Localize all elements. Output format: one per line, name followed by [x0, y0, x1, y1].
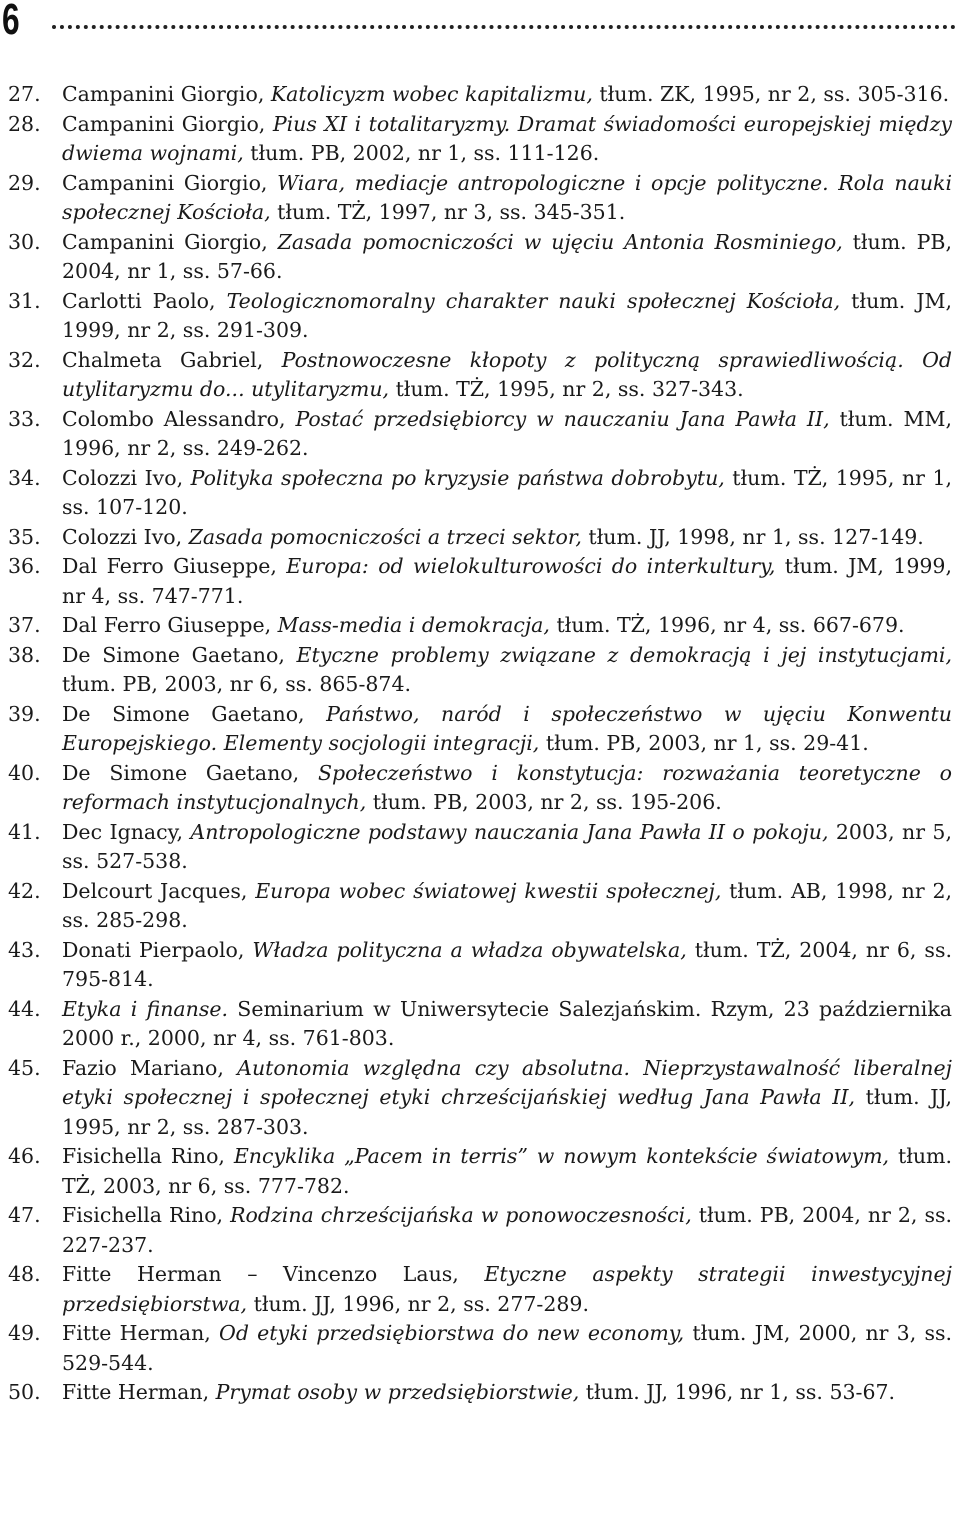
entry-text [62, 552, 952, 611]
entry-publication: tłum. PB, 2003, nr 6, ss. 865-874. [62, 672, 412, 696]
entry-author: Dec Ignacy, [62, 819, 191, 844]
entry-author: Fitte Herman – Vincenzo Laus, [62, 1262, 485, 1286]
entry-number: 36. [8, 554, 41, 578]
bibliography-entry [0, 611, 952, 641]
bibliography-entry [0, 641, 952, 700]
entry-title: Europa: od wielokulturowości do interkultury, [286, 554, 776, 578]
entry-number: 49. [8, 1321, 41, 1345]
entry-title: Etyczne aspekty strategii inwestycyjnej przedsiębiorstwa, [62, 1262, 952, 1316]
entry-title: Etyka i finanse. [62, 996, 228, 1021]
entry-number: 30. [8, 229, 41, 254]
entry-text [62, 287, 952, 346]
entry-number: 41. [8, 819, 41, 844]
entry-title: Zasada pomocniczości w ujęciu Antonia Rosminiego, [277, 229, 843, 254]
entry-author: Colozzi Ivo, [62, 465, 191, 490]
entry-text [62, 110, 952, 169]
entry-number: 50. [8, 1380, 41, 1404]
entry-title: Mass-media i demokracja, [277, 613, 550, 637]
entry-text [62, 80, 952, 110]
entry-author: Fisichella Rino, [62, 1144, 234, 1168]
entry-author: Donati Pierpaolo, [62, 937, 253, 962]
bibliography-entry [0, 877, 952, 936]
bibliography-list [0, 80, 952, 1408]
entry-title: Postać przedsiębiorcy w nauczaniu Jana Pawła II, [295, 406, 830, 431]
entry-publication: tłum. JJ, 1996, nr 1, ss. 53-67. [579, 1380, 896, 1404]
entry-number: 31. [8, 288, 41, 313]
bibliography-entry [0, 80, 952, 110]
entry-title: Rodzina chrześcijańska w ponowoczesności, [230, 1203, 692, 1227]
entry-text [62, 995, 952, 1054]
entry-author: Campanini Giorgio, [62, 82, 271, 106]
entry-number: 32. [8, 347, 41, 372]
entry-title: Antropologiczne podstawy nauczania Jana Pawła II o pokoju, [190, 819, 829, 844]
entry-author: De Simone Gaetano, [62, 760, 318, 785]
entry-author: Campanini Giorgio, [62, 229, 278, 254]
entry-author: Dal Ferro Giuseppe, [62, 554, 287, 578]
bibliography-entry [0, 818, 952, 877]
entry-publication: tłum. PB, 2003, nr 2, ss. 195-206. [366, 790, 722, 814]
entry-title: Społeczeństwo i konstytucja: rozważania teoretyczne o reformach instytucjonalnych, [62, 760, 952, 814]
entry-author: Fisichella Rino, [62, 1203, 231, 1227]
entry-author: Colombo Alessandro, [62, 406, 296, 431]
entry-text [62, 877, 952, 936]
entry-author: Colozzi Ivo, [62, 524, 189, 549]
entry-publication: tłum. JJ, 1998, nr 1, ss. 127-149. [581, 524, 924, 549]
entry-publication: tłum. PB, 2004, nr 1, ss. 57-66. [62, 229, 953, 283]
entry-author: Fitte Herman, [62, 1321, 220, 1345]
entry-title: Państwo, naród i społeczeństwo w ujęciu Konwentu Europejskiego. Elementy socjologii integracji, [62, 701, 952, 755]
entry-number: 38. [8, 642, 41, 667]
entry-text [62, 346, 952, 405]
entry-number: 46. [8, 1144, 41, 1168]
entry-text [62, 936, 952, 995]
bibliography-entry [0, 552, 952, 611]
entry-title: Postnowoczesne kłopoty z polityczną sprawiedliwością. Od utylitaryzmu do... utylitaryzmu, [62, 347, 952, 401]
entry-number: 33. [8, 406, 41, 431]
entry-text [62, 464, 952, 523]
entry-publication: Seminarium w Uniwersytecie Salezjańskim. Rzym, 23 października 2000 r., 2000, nr 4, ss. 761-803. [62, 996, 952, 1050]
entry-author: Fazio Mariano, [62, 1055, 238, 1080]
entry-title: Zasada pomocniczości a trzeci sektor, [188, 524, 582, 549]
bibliography-entry [0, 346, 952, 405]
entry-title: Władza polityczna a władza obywatelska, [252, 937, 687, 962]
entry-number: 47. [8, 1203, 41, 1227]
bibliography-entry [0, 1201, 952, 1260]
bibliography-entry [0, 110, 952, 169]
page-number: 6 [2, 0, 20, 44]
bibliography-entry [0, 464, 952, 523]
entry-author: Dal Ferro Giuseppe, [62, 613, 278, 637]
dotted-leader [52, 25, 956, 29]
entry-publication: tłum. AB, 1998, nr 2, ss. 285-298. [62, 878, 953, 932]
entry-author: Delcourt Jacques, [62, 878, 256, 903]
entry-title: Katolicyzm wobec kapitalizmu, [270, 82, 593, 106]
entry-author: Campanini Giorgio, [62, 170, 278, 195]
entry-number: 40. [8, 760, 41, 785]
entry-publication: tłum. TŻ, 2004, nr 6, ss. 795-814. [62, 937, 952, 991]
bibliography-entry [0, 1319, 952, 1378]
entry-title: Encyklika „Pacem in terris” w nowym kontekście światowym, [233, 1144, 890, 1168]
entry-text [62, 523, 952, 553]
entry-title: Teologicznomoralny charakter nauki społecznej Kościoła, [226, 288, 841, 313]
entry-author: Carlotti Paolo, [62, 288, 227, 313]
entry-publication: tłum. JM, 1999, nr 4, ss. 747-771. [62, 554, 952, 608]
entry-publication: tłum. TŻ, 1997, nr 3, ss. 345-351. [270, 200, 626, 224]
entry-number: 37. [8, 613, 41, 637]
bibliography-entry [0, 405, 952, 464]
entry-title: Od etyki przedsiębiorstwa do new economy, [219, 1321, 685, 1345]
entry-text [62, 228, 952, 287]
entry-number: 44. [8, 996, 41, 1021]
bibliography-entry [0, 169, 952, 228]
bibliography-entry [0, 1378, 952, 1408]
entry-text [62, 759, 952, 818]
entry-publication: tłum. TŻ, 1996, nr 4, ss. 667-679. [549, 613, 905, 637]
bibliography-entry [0, 700, 952, 759]
entry-text [62, 818, 952, 877]
entry-text [62, 405, 952, 464]
entry-publication: tłum. ZK, 1995, nr 2, ss. 305-316. [592, 82, 950, 106]
entry-number: 45. [8, 1055, 41, 1080]
bibliography-entry [0, 523, 952, 553]
entry-publication: tłum. MM, 1996, nr 2, ss. 249-262. [62, 406, 952, 460]
entry-number: 28. [8, 111, 41, 136]
bibliography-entry [0, 1260, 952, 1319]
entry-publication: tłum. PB, 2004, nr 2, ss. 227-237. [62, 1203, 953, 1257]
entry-publication: tłum. PB, 2003, nr 1, ss. 29-41. [539, 731, 869, 755]
entry-publication: 2003, nr 5, ss. 527-538. [62, 819, 952, 873]
entry-number: 29. [8, 170, 41, 195]
entry-author: Campanini Giorgio, [62, 111, 273, 136]
entry-text [62, 1260, 952, 1319]
bibliography-entry [0, 1054, 952, 1143]
entry-number: 42. [8, 878, 41, 903]
entry-text [62, 1201, 952, 1260]
entry-number: 48. [8, 1262, 41, 1286]
entry-publication: tłum. PB, 2002, nr 1, ss. 111-126. [243, 141, 600, 165]
entry-title: Wiara, mediacje antropologiczne i opcje polityczne. Rola nauki społecznej Kościoła, [62, 170, 952, 224]
entry-number: 27. [8, 82, 41, 106]
entry-publication: tłum. TŻ, 1995, nr 2, ss. 327-343. [389, 377, 744, 401]
entry-publication: tłum. TŻ, 2003, nr 6, ss. 777-782. [62, 1144, 953, 1198]
bibliography-entry [0, 287, 952, 346]
entry-title: Pius XI i totalitaryzmy. Dramat świadomości europejskiej między dwiema wojnami, [62, 111, 952, 165]
bibliography-entry [0, 936, 952, 995]
entry-title: Autonomia względna czy absolutna. Nieprzystawalność liberalnej etyki społecznej i społecznej etyki chrześcijańskiej według Jana Pawła II, [62, 1055, 952, 1109]
bibliography-entry [0, 759, 952, 818]
entry-author: Fitte Herman, [62, 1380, 216, 1404]
entry-title: Prymat osoby w przedsiębiorstwie, [215, 1380, 580, 1404]
entry-title: Polityka społeczna po kryzysie państwa dobrobytu, [190, 465, 725, 490]
entry-text [62, 1142, 952, 1201]
entry-number: 35. [8, 524, 41, 549]
entry-text [62, 1054, 952, 1143]
entry-publication: tłum. JM, 2000, nr 3, ss. 529-544. [62, 1321, 952, 1375]
entry-author: De Simone Gaetano, [62, 701, 327, 726]
entry-number: 43. [8, 937, 41, 962]
entry-title: Europa wobec światowej kwestii społecznej, [255, 878, 722, 903]
page-header [0, 0, 960, 44]
entry-publication: tłum. JJ, 1995, nr 2, ss. 287-303. [62, 1085, 952, 1139]
entry-author: Chalmeta Gabriel, [62, 347, 282, 372]
entry-number: 39. [8, 701, 41, 726]
entry-text [62, 641, 952, 700]
entry-text [62, 611, 952, 641]
bibliography-entry [0, 995, 952, 1054]
entry-publication: tłum. JM, 1999, nr 2, ss. 291-309. [62, 288, 952, 342]
entry-text [62, 700, 952, 759]
bibliography-entry [0, 228, 952, 287]
entry-text [62, 169, 952, 228]
entry-publication: tłum. TŻ, 1995, nr 1, ss. 107-120. [62, 465, 953, 519]
entry-number: 34. [8, 465, 41, 490]
entry-text [62, 1378, 952, 1408]
entry-publication: tłum. JJ, 1996, nr 2, ss. 277-289. [247, 1291, 589, 1316]
entry-text [62, 1319, 952, 1378]
entry-title: Etyczne problemy związane z demokracją i jej instytucjami, [296, 642, 952, 667]
entry-author: De Simone Gaetano, [62, 642, 297, 667]
bibliography-entry [0, 1142, 952, 1201]
